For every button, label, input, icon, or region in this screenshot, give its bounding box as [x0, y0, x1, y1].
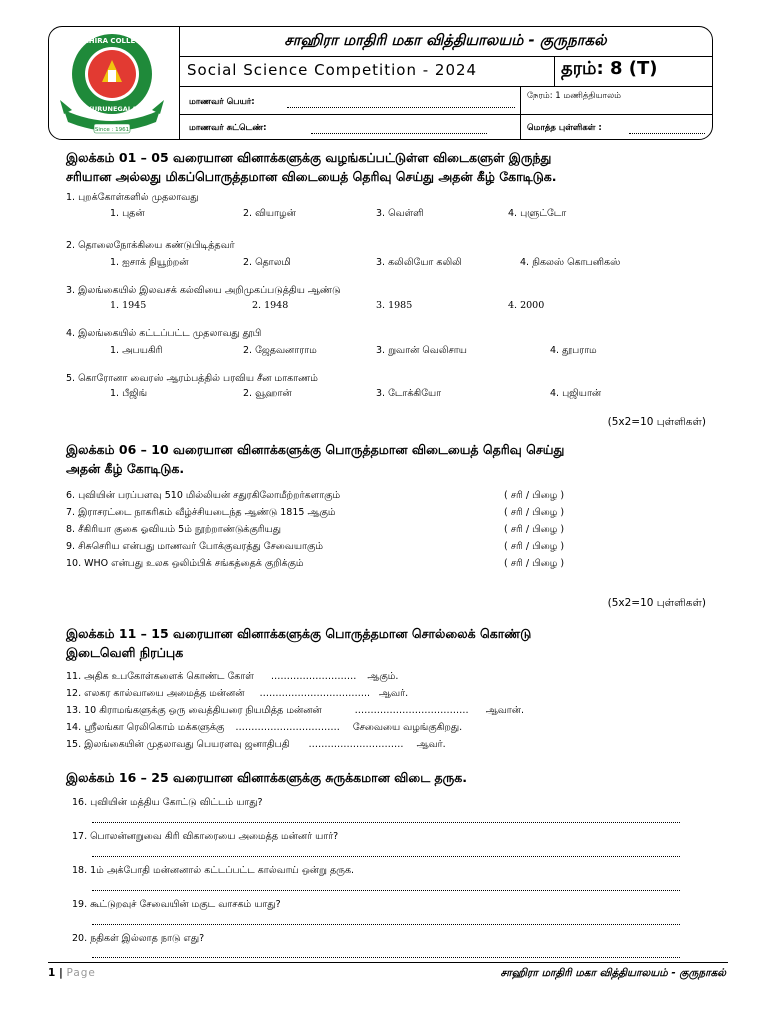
mcq-option[interactable]: 1. ஐசாக் நியூற்றன் — [110, 257, 189, 268]
fill-blank-text: ஆவர். — [379, 688, 409, 699]
section4-heading: இலக்கம் 16 – 25 வரையான வினாக்களுக்கு சுருக்கமான விடை தருக. — [66, 770, 467, 785]
fill-blank-text: 14. ஸ்ரீலங்கா ரெலிகொம் மக்களுக்கு — [66, 722, 225, 733]
grade-label: தரம்: 8 (T) — [561, 58, 658, 79]
student-name-field[interactable] — [287, 107, 515, 108]
section3-heading-line: இலக்கம் 11 – 15 வரையான வினாக்களுக்கு பொருத்தமான சொல்லைக் கொண்டு — [66, 626, 532, 641]
true-false-choice[interactable]: ( சரி / பிழை ) — [504, 558, 565, 569]
fill-blank-answer[interactable]: …………………………… — [235, 722, 340, 733]
page-number: 1 — [48, 967, 56, 979]
true-false-choice[interactable]: ( சரி / பிழை ) — [504, 490, 565, 501]
page-separator: | — [55, 967, 67, 979]
true-false-statement: 9. சிசுசெரிய என்பது மாணவர் போக்குவரத்து சேவையாகும் — [66, 541, 324, 552]
index-number-field[interactable] — [311, 133, 487, 134]
true-false-choice[interactable]: ( சரி / பிழை ) — [504, 507, 565, 518]
answer-line[interactable] — [92, 957, 680, 958]
fill-blank-item — [66, 705, 524, 717]
fill-blank-answer[interactable]: ……………………… — [270, 671, 357, 682]
fill-blank-text: ஆகும். — [367, 671, 399, 682]
mcq-option[interactable]: 3. டோக்கியோ — [376, 388, 442, 399]
answer-line[interactable] — [92, 822, 680, 823]
fill-blank-answer[interactable]: ………………………… — [308, 739, 404, 750]
footer-rule — [48, 962, 728, 963]
student-name-label: மாணவர் பெயர்: — [189, 97, 255, 107]
page-footer — [48, 967, 96, 979]
fill-blank-item — [66, 688, 408, 700]
mcq-option[interactable]: 4. 2000 — [508, 300, 545, 311]
mcq-option[interactable]: 3. வெள்ளி — [376, 208, 424, 219]
mcq-option[interactable]: 4. புஜியான் — [550, 388, 602, 399]
fill-blank-text: 13. 10 கிராமங்களுக்கு ஒரு வைத்தியரை நியமித்த மன்னன் — [66, 705, 322, 716]
section1-heading-line: சரியான அல்லது மிகப்பொருத்தமான விடையைத் தெரிவு செய்து அதன் கீழ் கோடிடுக. — [66, 169, 557, 184]
mcq-question: 4. இலங்கையில் கட்டப்பட்ட முதலாவது தூபி — [66, 328, 262, 339]
mcq-option[interactable]: 3. 1985 — [376, 300, 413, 311]
logo-since-text: Since : 1961 — [94, 127, 130, 133]
fill-blank-answer[interactable]: …………………………….. — [259, 688, 371, 699]
header-rule — [179, 86, 712, 87]
fill-blank-text: ஆவர். — [416, 739, 446, 750]
header-divider — [554, 56, 555, 86]
fill-blank-item — [66, 671, 398, 683]
short-answer-question: 17. பொலன்னறுவை கிரி விகாரையை அமைத்த மன்னர் யார்? — [72, 831, 339, 842]
mcq-question: 1. புறக்கோள்களில் முதலாவது — [66, 192, 199, 203]
time-label: நேரம்: 1 மணித்தியாலம் — [527, 91, 622, 101]
mcq-option[interactable]: 3. றுவான் வெலிசாய — [376, 345, 467, 356]
total-marks-label: மொத்த புள்ளிகள் : — [527, 123, 602, 133]
section2-heading-line: இலக்கம் 06 – 10 வரையான வினாக்களுக்கு பொருத்தமான விடையைத் தெரிவு செய்து — [66, 442, 565, 457]
fill-blank-answer[interactable]: ……………………………… — [354, 705, 469, 716]
mcq-option[interactable]: 1. பீஜிங் — [110, 388, 148, 399]
section3-heading — [66, 624, 531, 662]
fill-blank-text: 15. இலங்கையின் முதலாவது பெயரளவு ஜனாதிபதி — [66, 739, 290, 750]
answer-line[interactable] — [92, 856, 680, 857]
short-answer-question: 16. புவியின் மத்திய கோட்டு விட்டம் யாது? — [72, 797, 263, 808]
footer-school-name: சாஹிரா மாதிரி மகா வித்தியாலயம் - குருநாகல் — [500, 967, 726, 979]
fill-blank-item — [66, 722, 462, 734]
index-number-label: மாணவர் சுட்டெண்: — [189, 123, 267, 133]
mcq-question: 5. கொரோனா வைரஸ் ஆரம்பத்தில் பரவிய சீன மாகாணம் — [66, 373, 318, 384]
mcq-option[interactable]: 1. புதன் — [110, 208, 145, 219]
section3-heading-line: இடைவெளி நிரப்புக — [66, 645, 184, 660]
section2-marks: (5x2=10 புள்ளிகள்) — [607, 597, 706, 609]
school-title: சாஹிரா மாதிரி மகா வித்தியாலயம் - குருநாகல் — [284, 31, 607, 49]
mcq-option[interactable]: 2. 1948 — [252, 300, 289, 311]
true-false-statement: 6. புவியின் பரப்பளவு 510 மில்லியன் சதுரகிலோமீற்றர்களாகும் — [66, 490, 341, 501]
mcq-option[interactable]: 2. வியாழன் — [243, 208, 296, 219]
fill-blank-text: 12. எலகர கால்வாயை அமைத்த மன்னன் — [66, 688, 245, 699]
mcq-option[interactable]: 4. தூபராம — [550, 345, 597, 356]
true-false-statement: 8. சீகிரியா குகை ஓவியம் 5ம் நூற்றாண்டுக்குரியது — [66, 524, 281, 535]
short-answer-question: 18. 1ம் அக்போதி மன்னனால் கட்டப்பட்ட கால்வாய் ஒன்று தருக. — [72, 865, 355, 876]
fill-blank-text: ஆவான். — [485, 705, 524, 716]
section2-heading-line: அதன் கீழ் கோடிடுக. — [66, 461, 185, 476]
section2-heading — [66, 440, 564, 478]
competition-title: Social Science Competition - 2024 — [187, 61, 478, 79]
mcq-option[interactable]: 1. 1945 — [110, 300, 147, 311]
section1-heading-line: இலக்கம் 01 – 05 வரையான வினாக்களுக்கு வழங்கப்பட்டுள்ள விடைகளுள் இருந்து — [66, 150, 552, 165]
mcq-option[interactable]: 2. தொலமி — [243, 257, 291, 268]
mcq-option[interactable]: 2. வூஹான் — [243, 388, 292, 399]
answer-line[interactable] — [92, 924, 680, 925]
section1-marks: (5x2=10 புள்ளிகள்) — [607, 416, 706, 428]
section1-heading — [66, 148, 557, 186]
header-divider — [520, 86, 521, 139]
mcq-option[interactable]: 4. புளுட்டோ — [508, 208, 567, 219]
mcq-option[interactable]: 1. அபயகிரி — [110, 345, 163, 356]
total-marks-field[interactable] — [629, 133, 705, 134]
mcq-option[interactable]: 3. கலிலியோ கலிலி — [376, 257, 462, 268]
mcq-option[interactable]: 2. ஜேதவனாராம — [243, 345, 317, 356]
true-false-choice[interactable]: ( சரி / பிழை ) — [504, 524, 565, 535]
logo-bottom-text: KURUNEGALA — [87, 105, 137, 113]
answer-line[interactable] — [92, 890, 680, 891]
mcq-question: 3. இலங்கையில் இலவசக் கல்வியை அறிமுகப்படுத்திய ஆண்டு — [66, 285, 341, 296]
mcq-option[interactable]: 4. நிகலஸ் கொபனிகஸ் — [520, 257, 621, 268]
short-answer-question: 19. கூட்டுறவுச் சேவையின் மகுட வாசகம் யாது? — [72, 899, 281, 910]
logo-top-text: ZAHIRA COLLEGE — [78, 37, 146, 45]
mcq-question: 2. தொலைநோக்கியை கண்டுபிடித்தவர் — [66, 240, 235, 251]
fill-blank-item — [66, 739, 446, 751]
true-false-choice[interactable]: ( சரி / பிழை ) — [504, 541, 565, 552]
header-rule — [179, 56, 712, 57]
true-false-statement: 7. இராசரட்டை நாகரிகம் வீழ்ச்சியடைந்த ஆண்டு 1815 ஆகும் — [66, 507, 336, 518]
fill-blank-text: சேவையை வழங்குகிறது. — [352, 722, 463, 733]
short-answer-question: 20. நதிகள் இல்லாத நாடு எது? — [72, 933, 205, 944]
fill-blank-text: 11. அதிக உபகோள்களைக் கொண்ட கோள் — [66, 671, 254, 682]
header-rule — [179, 114, 712, 115]
school-logo — [58, 30, 166, 136]
true-false-statement: 10. WHO என்பது உலக ஒலிம்பிக் சங்கத்தைக் குறிக்கும் — [66, 558, 304, 569]
page-word: Page — [66, 967, 96, 979]
